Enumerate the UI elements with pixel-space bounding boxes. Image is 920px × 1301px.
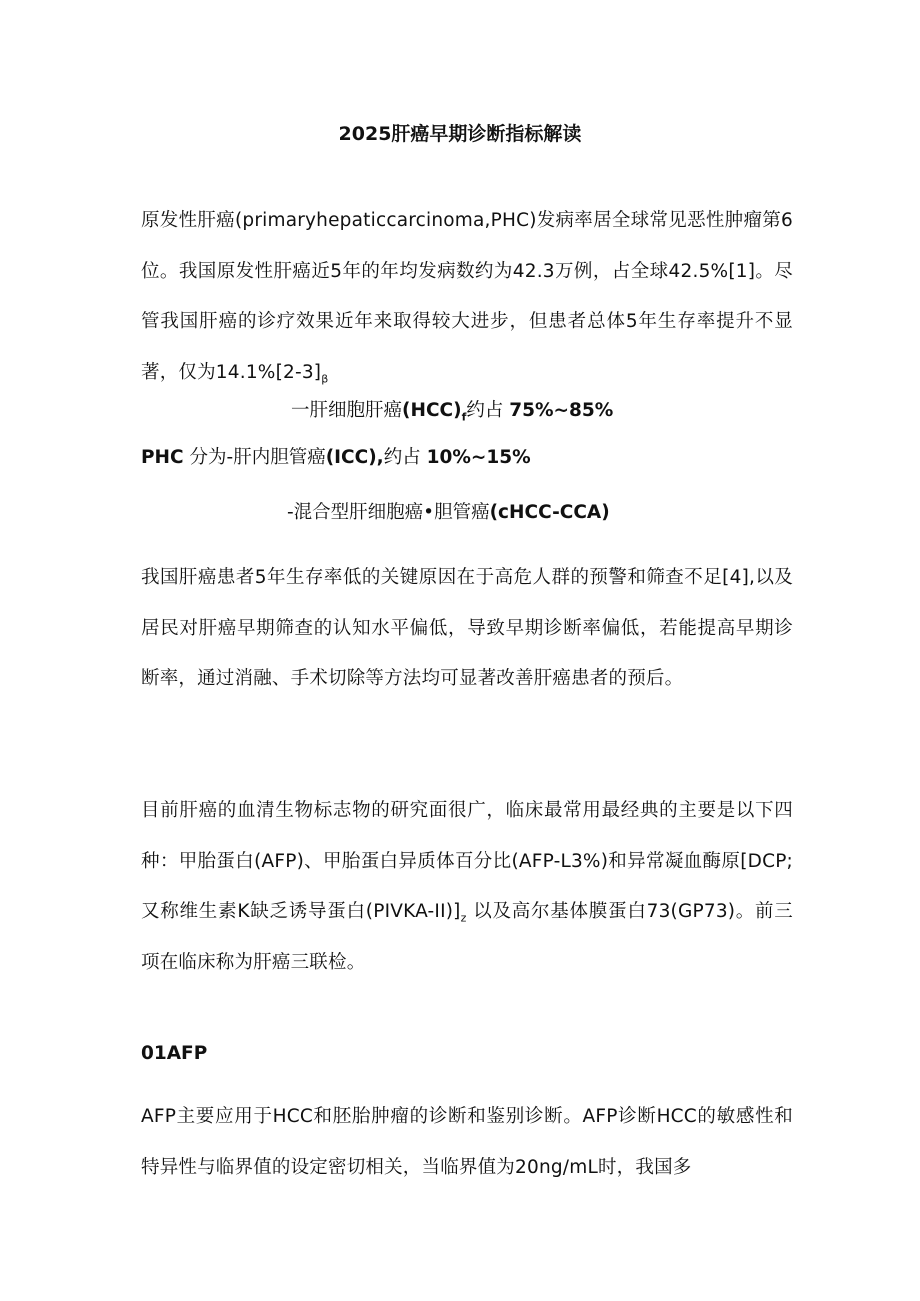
intro-subscript: β [321, 372, 329, 386]
afp-paragraph: AFP主要应用于HCC和胚胎肿瘤的诊断和鉴别诊断。AFP诊断HCC的敏感性和特异性与临界值的设定密切相关，当临界值为20ng/mL时，我国多 [141, 1106, 793, 1178]
hcc-share-value: 75%~85% [509, 400, 614, 421]
icc-abbr: (ICC), [325, 447, 384, 468]
intro-paragraph [141, 196, 793, 398]
mixed-text: -混合型肝细胞癌•胆管癌 [287, 502, 490, 523]
classification-icc-line [141, 444, 531, 472]
markers-paragraph-tail: 以及高尔基体膜蛋白73(GP73)。前三项在临床称为肝癌三联检。 [141, 901, 794, 973]
markers-paragraph-text: 目前肝癌的血清生物标志物的研究面很广，临床最常用最经典的主要是以下四种：甲胎蛋白(AFP)、甲胎蛋白异质体百分比(AFP-L3%)和异常凝血酶原[DCP;又称维生素K缺乏诱导蛋白(PIVKA-II)] [141, 800, 793, 922]
markers-paragraph [141, 786, 793, 988]
hcc-abbr: (HCC) [402, 400, 462, 421]
hcc-text: 一肝细胞肝癌 [291, 400, 403, 421]
intro-paragraph-text: 原发性肝癌(primaryhepaticcarcinoma,PHC)发病率居全球常见恶性肿瘤第6位。我国原发性肝癌近5年的年均发病数约为42.3万例，占全球42.5%[1]。尽管我国肝癌的诊疗效果近年来取得较大进步，但患者总体5年生存率提升不显著，仅为14.1%[2-3] [141, 210, 793, 383]
mixed-abbr: (cHCC-CCA) [489, 502, 610, 523]
section-heading-afp: 01AFP [141, 1043, 208, 1064]
document-title: 2025肝癌早期诊断指标解读 [338, 123, 582, 145]
icc-share-label: 约占 [383, 447, 421, 468]
classification-mixed-line [287, 499, 610, 527]
survival-paragraph: 我国肝癌患者5年生存率低的关键原因在于高危人群的预警和筛查不足[4],以及居民对肝癌早期筛查的认知水平偏低，导致早期诊断率偏低，若能提高早期诊断率，通过消融、手术切除等方法均可显著改善肝癌患者的预后。 [141, 567, 793, 689]
hcc-share-label: 约占 [466, 400, 504, 421]
hcc-subscript: f [461, 410, 467, 424]
markers-subscript: z [460, 911, 467, 925]
phc-label: PHC [141, 447, 184, 468]
icc-text: 分为-肝内胆管癌 [189, 447, 326, 468]
classification-hcc-line [291, 397, 613, 425]
icc-share-value: 10%~15% [426, 447, 531, 468]
